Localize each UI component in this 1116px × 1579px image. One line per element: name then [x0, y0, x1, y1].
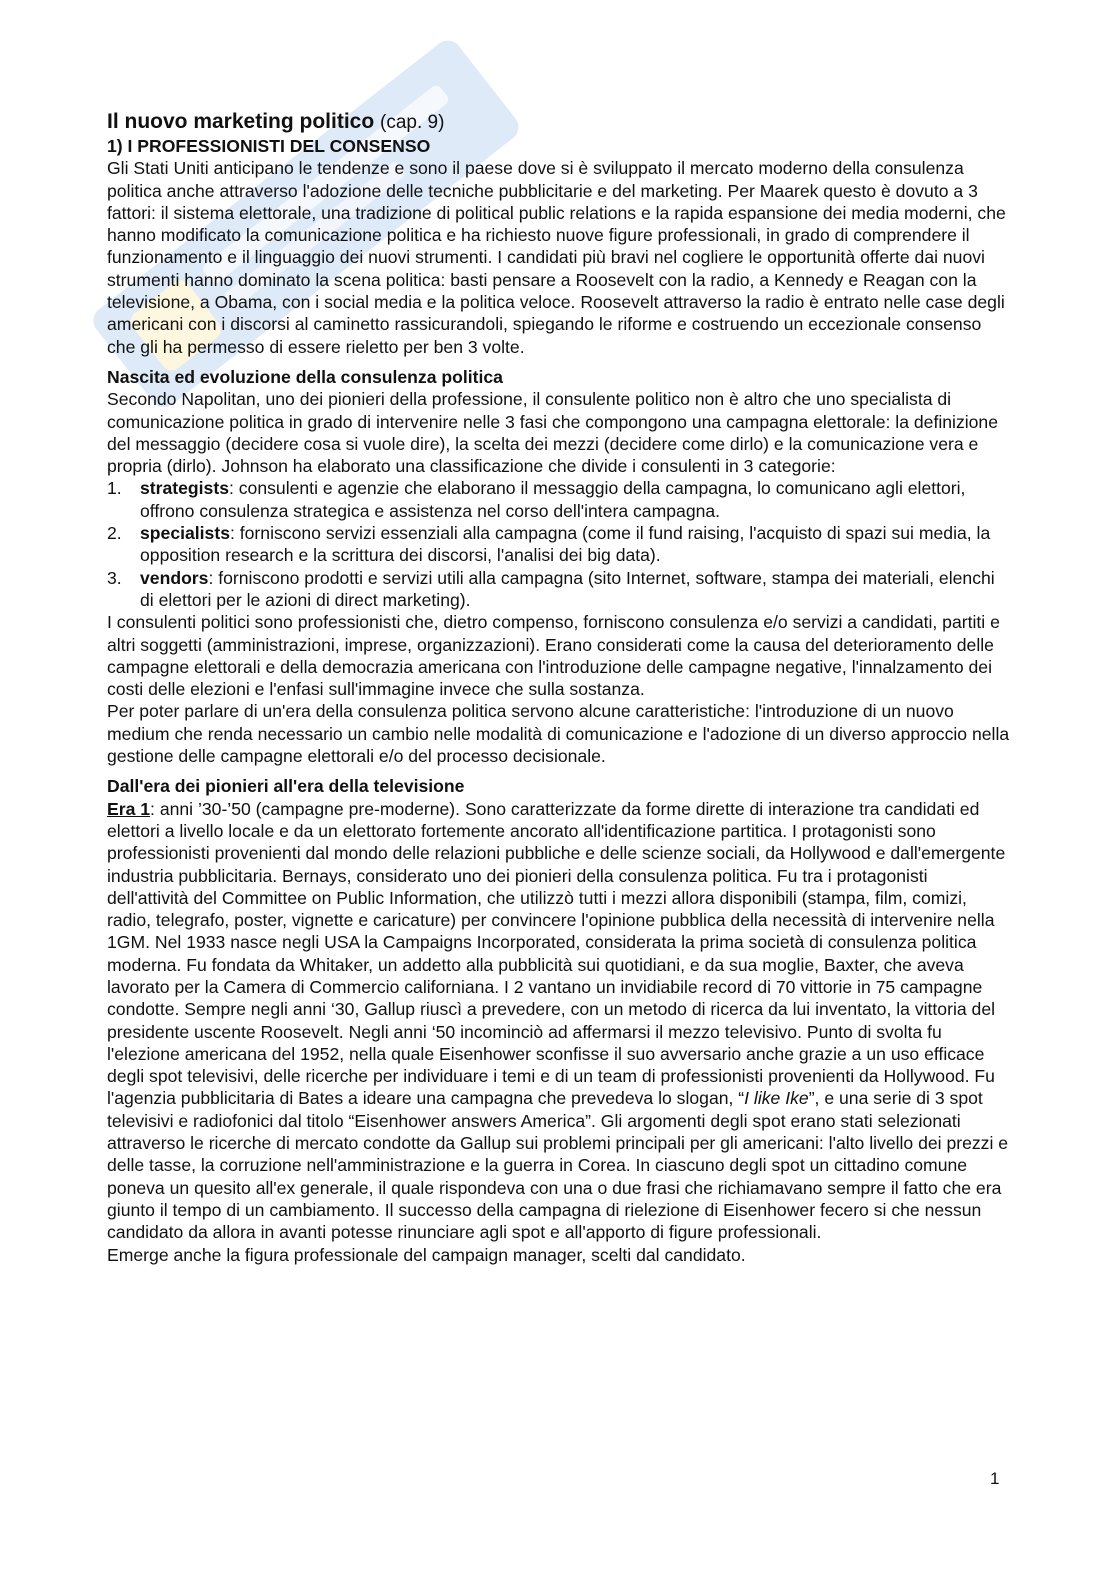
list-item — [107, 477, 1012, 522]
paragraph-campaign-manager: Emerge anche la figura professionale del campaign manager, scelti dal candidato. — [107, 1244, 746, 1265]
list-item-term: vendors — [140, 567, 209, 588]
list-item-text: : forniscono servizi essenziali alla campagna (come il fund raising, l'acquisto di spazi sui media, la opposition research e la scrittura dei discorsi, l'analisi dei big data). — [140, 523, 991, 566]
list-item-text: : forniscono prodotti e servizi utili alla campagna (sito Internet, software, stampa dei materiali, elenchi di elettori per le azioni di direct marketing). — [140, 567, 995, 610]
paragraph-era-consulenza: Per poter parlare di un'era della consulenza politica servono alcune caratteristiche: l'introduzione di un nuovo medium che renda necessario un cambio nelle modalità di comunicazione e l'adozione di un diverso approccio nella gestione delle campagne elettorali e/o del processo decisionale. — [107, 701, 1010, 767]
document-title-line — [107, 110, 1012, 135]
page-number: 1 — [990, 1469, 1000, 1488]
list-item-term: strategists — [140, 478, 229, 499]
era-text-part-1: : anni ’30-’50 (campagne pre-moderne). Sono caratterizzate da forme dirette di interazione tra candidati ed elettori a livello locale e da un elettorato fortemente ancorato all'identificazione partitica. I protagonisti sono professionisti provenienti dal mondo delle relazioni pubbliche e delle scienze sociali, da Hollywood e dall'emergente industria pubblicitaria. Bernays, considerato uno dei pionieri della consulenza politica. Fu tra i protagonisti dell'attività del Committee on Public Information, che utilizzò tutti i mezzi allora disponibili (stampa, film, comizi, radio, telegrafo, poster, vignette e caricature) per convincere l'opinione pubblica della necessità di intervenire nella 1GM. Nel 1933 nasce negli USA la Campaigns Incorporated, considerata la prima società di consulenza politica moderna. Fu fondata da Whitaker, un addetto alla pubblicità sui quotidiani, e da sua moglie, Baxter, che aveva lavorato per la Camera di Commercio californiana. I 2 vantano un invidiabile record di 70 vittorie in 75 campagne condotte. Sempre negli anni ‘30, Gallup riuscì a prevedere, con un metodo di ricerca da lui inventato, la vittoria del presidente uscente Roosevelt. Negli anni ‘50 incominciò ad affermarsi il mezzo televisivo. Punto di svolta fu l'elezione americana del 1952, nella quale Eisenhower sconfisse il suo avversario anche grazie a un uso efficace degli spot televisivi, delle ricerche per individuare i temi e di un team di professionisti provenienti da Hollywood. Fu l'agenzia pubblicitaria di Bates a ideare una campagna che prevedeva lo slogan, “ — [107, 798, 1006, 1109]
list-item-text: : consulenti e agenzie che elaborano il messaggio della campagna, lo comunicano agli elettori, offrono consulenza strategica e assistenza nel corso dell'intera campagna. — [140, 478, 966, 521]
list-item — [107, 567, 1012, 612]
list-item-number: 3. — [107, 567, 122, 588]
list-item — [107, 522, 1012, 567]
slogan-text: I like Ike — [744, 1088, 809, 1109]
era-text-part-2: ”, e una serie di 3 spot televisivi e radiofonici dal titolo “Eisenhower answers America”. Gli argomenti degli spot erano stati selezionati attraverso le ricerche di mercato condotte da Gallup sui problemi principali per gli americani: l'alto livello dei prezzi e delle tasse, la corruzione nell'amministrazione e la guerra in Corea. In ciascuno degli spot un cittadino comune poneva un quesito all'ex generale, il quale rispondeva con una o due frasi che richiamavano sempre il fatto che era giunto il tempo di un cambiamento. Il successo della campagna di rielezione di Eisenhower fecero si che nessun candidato da allora in avanti potesse rinunciare agli spot e all'apporto di figure professionali. — [107, 1088, 1009, 1243]
document-title: Il nuovo marketing politico — [107, 110, 375, 133]
paragraph-consulenti: I consulenti politici sono professionisti che, dietro compenso, forniscono consulenza e/o servizi a candidati, partiti e altri soggetti (amministrazioni, imprese, organizzazioni). Erano considerati come la causa del deterioramento delle campagne elettorali e della democrazia americana con l'introduzione delle campagne negative, l'innalzamento dei costi delle elezioni e l'enfasi sull'immagine invece che sulla sostanza. — [107, 612, 1000, 700]
era-label: Era 1 — [107, 798, 151, 819]
section-heading-nascita: Nascita ed evoluzione della consulenza politica — [107, 366, 503, 387]
section-heading-pionieri: Dall'era dei pionieri all'era della televisione — [107, 776, 465, 797]
list-item-term: specialists — [140, 523, 230, 544]
paragraph-era-1 — [107, 798, 1012, 1244]
paragraph-professionisti: Gli Stati Uniti anticipano le tendenze e sono il paese dove si è sviluppato il mercato moderno della consulenza politica anche attraverso l'adozione delle tecniche pubblicitarie e del marketing. Per Maarek questo è dovuto a 3 fattori: il sistema elettorale, una tradizione di political public relations e la rapida espansione dei media moderni, che hanno modificato la comunicazione politica e ha richiesto nuove figure professionali, in grado di comprendere il funzionamento e il linguaggio dei nuovi strumenti. I candidati più bravi nel cogliere le opportunità offerte dai nuovi strumenti hanno dominato la scena politica: basti pensare a Roosevelt con la radio, a Kennedy e Reagan con la televisione, a Obama, con i social media e la politica veloce. Roosevelt attraverso la radio è entrato nelle case degli americani con i discorsi al caminetto rassicurandoli, spiegando le riforme e costruendo un eccezionale consenso che gli ha permesso di essere rieletto per ben 3 volte. — [107, 158, 1006, 357]
list-item-number: 2. — [107, 523, 122, 544]
chapter-reference: (cap. 9) — [380, 112, 445, 133]
list-item-number: 1. — [107, 478, 122, 499]
paragraph-nascita-intro: Secondo Napolitan, uno dei pionieri della professione, il consulente politico non è altro che uno specialista di comunicazione politica in grado di intervenire nelle 3 fasi che compongono una campagna elettorale: la definizione del messaggio (decidere cosa si vuole dire), la scelta dei mezzi (decidere come dirlo) e la comunicazione vera e propria (dirlo). Johnson ha elaborato una classificazione che divide i consulenti in 3 categorie: — [107, 389, 999, 477]
document-page — [107, 110, 1012, 1266]
section-heading-professionisti: 1) I PROFESSIONISTI DEL CONSENSO — [107, 136, 431, 156]
consultant-categories-list — [107, 477, 1012, 611]
